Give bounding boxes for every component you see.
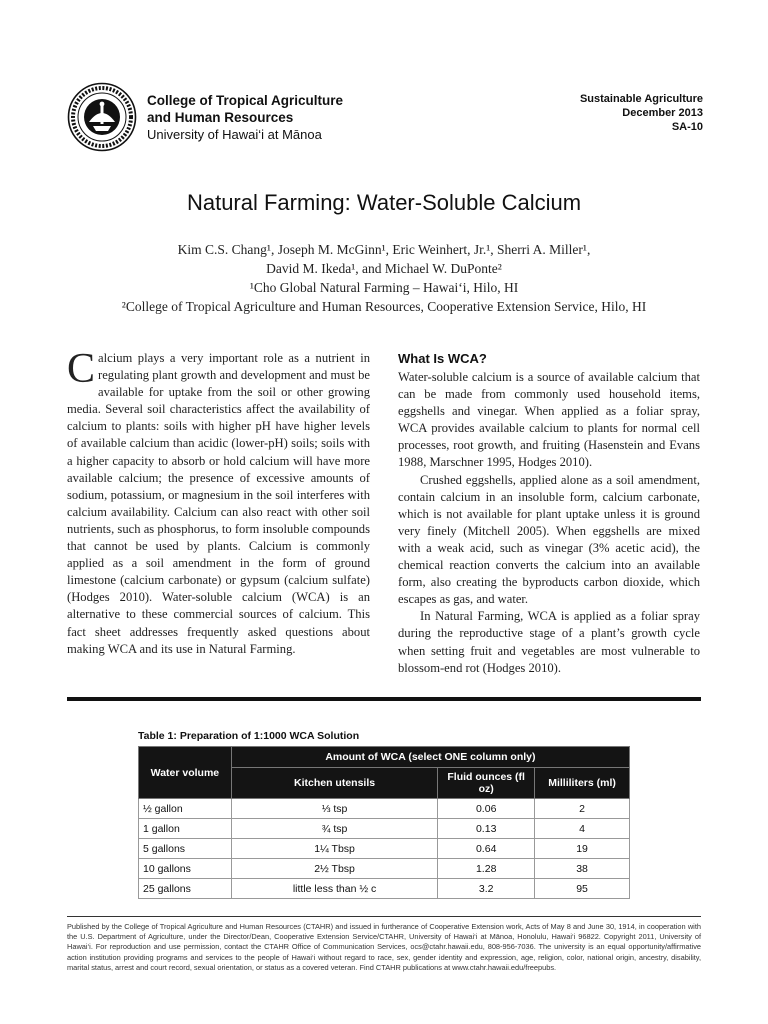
cell-kitchen: 2½ Tbsp xyxy=(231,859,437,879)
cell-kitchen: ⅓ tsp xyxy=(231,799,437,819)
cell-water: 1 gallon xyxy=(139,819,232,839)
header-kitchen-utensils: Kitchen utensils xyxy=(231,768,437,799)
wca-column xyxy=(398,350,700,677)
college-line-1: College of Tropical Agriculture xyxy=(147,93,344,108)
table-row xyxy=(139,879,630,899)
table-row xyxy=(139,859,630,879)
table-title: Table 1: Preparation of 1:1000 WCA Solution xyxy=(138,730,360,742)
header-milliliters: Milliliters (ml) xyxy=(535,768,630,799)
university-seal-icon xyxy=(67,82,137,152)
cell-water: ½ gallon xyxy=(139,799,232,819)
college-name xyxy=(147,92,343,143)
affiliation-1: ¹Cho Global Natural Farming – Hawai‘i, Hilo, HI xyxy=(249,280,519,295)
drop-cap: C xyxy=(67,346,96,392)
cell-water: 10 gallons xyxy=(139,859,232,879)
cell-kitchen: ¾ tsp xyxy=(231,819,437,839)
cell-floz: 1.28 xyxy=(438,859,535,879)
series-name: Sustainable Agriculture xyxy=(579,93,703,105)
table-row xyxy=(139,799,630,819)
section-paragraph-1: Water-soluble calcium is a source of available calcium that can be made from commonly used household items, eggshells and vinegar. When applied as a foliar spray, WCA provides available calcium to plants for normal cell processes, root growth, and fruiting (Hasenstein and Evans 1988, Marschner 1995, Hodges 2010). xyxy=(398,370,700,470)
header-water-volume: Water volume xyxy=(139,747,232,799)
section-paragraph-2: Crushed eggshells, applied alone as a soil amendment, contain calcium in an insoluble form, calcium carbonate, which is not available for plant uptake unless it is ground very finely (Mitchell 2005). When eggshells are mixed with a weak acid, such as vinegar (3% acetic acid), the chemical reaction converts the calcium into an available form, also creating the byproducts carbon dioxide, which escapes as gas, and water. xyxy=(398,472,700,607)
table-row xyxy=(139,839,630,859)
wca-preparation-table xyxy=(138,746,630,899)
authors-block xyxy=(0,240,768,316)
college-line-2: and Human Resources xyxy=(147,110,294,125)
section-heading: What Is WCA? xyxy=(398,351,487,366)
cell-floz: 0.13 xyxy=(438,819,535,839)
cell-kitchen: little less than ½ c xyxy=(231,879,437,899)
publication-date: December 2013 xyxy=(622,107,703,119)
table-row xyxy=(139,819,630,839)
header-amount-group: Amount of WCA (select ONE column only) xyxy=(231,747,629,768)
cell-water: 25 gallons xyxy=(139,879,232,899)
cell-ml: 19 xyxy=(535,839,630,859)
cell-floz: 0.06 xyxy=(438,799,535,819)
publication-code: SA-10 xyxy=(671,121,703,133)
section-paragraph-3: In Natural Farming, WCA is applied as a foliar spray during the reproductive stage of a plant’s growth cycle when setting fruit and vegetables are most vulnerable to blossom-end rot (Hodges 2010). xyxy=(398,609,700,675)
cell-kitchen: 1¼ Tbsp xyxy=(231,839,437,859)
series-info xyxy=(580,92,703,134)
cell-water: 5 gallons xyxy=(139,839,232,859)
authors-line-1: Kim C.S. Chang¹, Joseph M. McGinn¹, Eric Weinhert, Jr.¹, Sherri A. Miller¹, xyxy=(177,242,591,257)
page-title: Natural Farming: Water-Soluble Calcium xyxy=(186,190,582,215)
footer-divider xyxy=(67,916,701,917)
intro-column xyxy=(67,346,370,658)
authors-line-2: David M. Ikeda¹, and Michael W. DuPonte² xyxy=(266,261,502,276)
cell-ml: 38 xyxy=(535,859,630,879)
intro-paragraph xyxy=(67,346,370,658)
affiliation-2: ²College of Tropical Agriculture and Human Resources, Cooperative Extension Service, Hilo, HI xyxy=(121,299,647,314)
cell-ml: 95 xyxy=(535,879,630,899)
university-name: University of Hawai‘i at Mānoa xyxy=(147,127,322,142)
footer-text: Published by the College of Tropical Agriculture and Human Resources (CTAHR) and issued in furtherance of Cooperative Extension work, Acts of May 8 and June 30, 1914, in cooperation with the U.S. Department of Agriculture, under the Director/Dean, Cooperative Extension Service/CTAHR, University of Hawai‘i at Mānoa, Honolulu, Hawai‘i 96822. Copyright 2011, University of Hawai‘i. For reproduction and use permission, contact the CTAHR Office of Communication Services, ocs@ctahr.hawaii.edu, 808-956-7036. The university is an equal opportunity/affirmative action institution providing programs and services to the people of Hawai‘i without regard to race, sex, gender identity and expression, age, religion, color, national origin, ancestry, disability, marital status, arrest and court record, sexual orientation, or status as a covered veteran. Find CTAHR publications at www.ctahr.hawaii.edu/freepubs. xyxy=(67,922,701,972)
section-divider xyxy=(67,697,701,701)
cell-floz: 0.64 xyxy=(438,839,535,859)
header-fluid-ounces: Fluid ounces (fl oz) xyxy=(438,768,535,799)
intro-text: alcium plays a very important role as a nutrient in regulating plant growth and development and must be available for uptake from the soil or other growing media. Several soil characteristics affect the availability of calcium to plants: soils with higher pH have higher levels of available calcium than acidic (lower-pH) soils; soils with a higher capacity to absorb or hold calcium will have more available calcium; the presence of excessive amounts of sodium, potassium, or magnesium in the soil interferes with calcium availability. Calcium can also react with other soil nutrients, such as phosphorus, to form insoluble compounds that cannot be used by plants. Calcium is commonly applied as a soil amendment in the form of ground limestone (calcium carbonate) or gypsum (calcium sulfate) (Hodges 2010). Water-soluble calcium (WCA) is an alternative to these commercial sources of calcium. This fact sheet addresses frequently asked questions about making WCA and its use in Natural Farming. xyxy=(67,351,370,656)
cell-ml: 2 xyxy=(535,799,630,819)
cell-floz: 3.2 xyxy=(438,879,535,899)
cell-ml: 4 xyxy=(535,819,630,839)
